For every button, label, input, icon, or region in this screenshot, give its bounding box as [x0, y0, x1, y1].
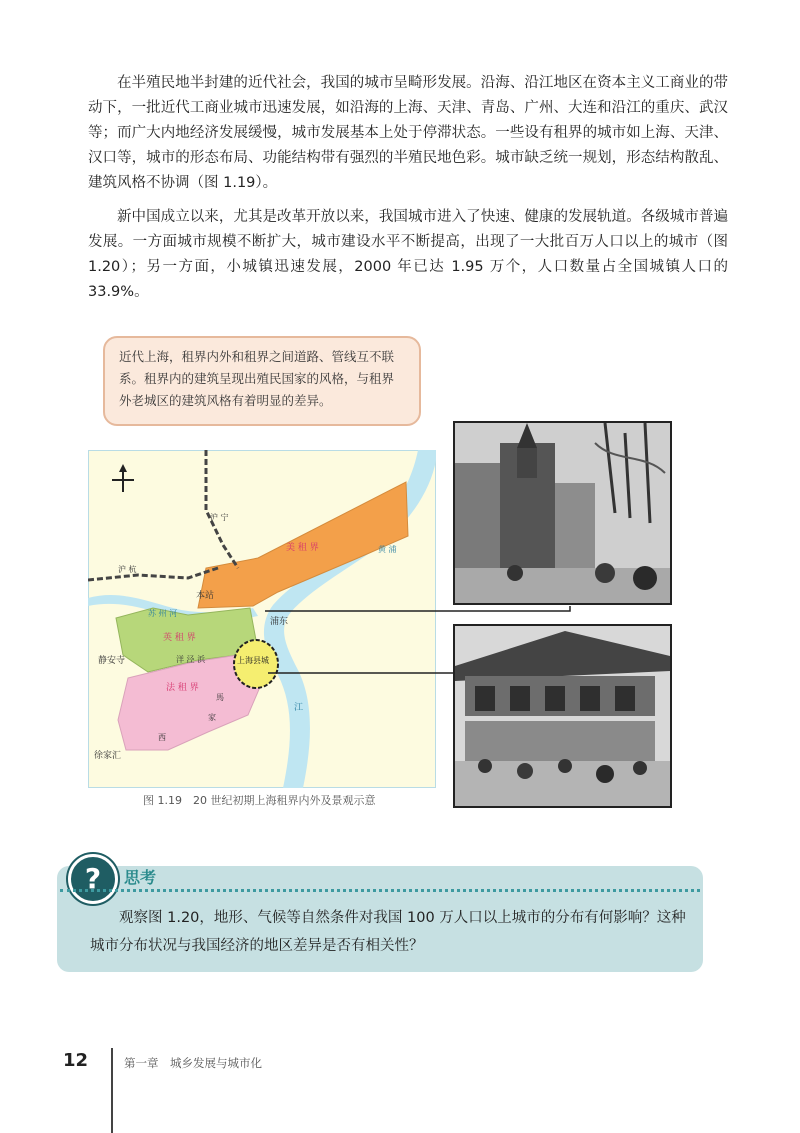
map-label-rail-a: 沪 宁 — [210, 513, 229, 522]
chapter-title: 第一章 城乡发展与城市化 — [124, 1056, 262, 1070]
map-callout: 近代上海，租界内外和租界之间道路、管线互不联系。租界内的建筑呈现出殖民国家的风格，与租界外老城区的建筑风格有着明显的差异。 — [103, 336, 421, 426]
map-label-old-city: 上海县城 — [237, 656, 269, 665]
map-label-jingan: 静安寺 — [98, 656, 126, 666]
photo-old-city-street — [453, 624, 672, 808]
map-label-american: 美 租 界 — [286, 543, 319, 553]
map-label-pu: 黄 浦 — [378, 545, 397, 554]
map-label-suzhou-river: 苏 州 河 — [148, 609, 178, 618]
map-label-xujiahui: 徐家汇 — [94, 751, 122, 761]
map-label-station: 本站 — [196, 591, 215, 601]
question-icon: ? — [68, 854, 118, 904]
paragraph-2: 新中国成立以来，尤其是改革开放以来，我国城市进入了快速、健康的发展轨道。各级城市普遍发展。一方面城市规模不断扩大，城市建设水平不断提高，出现了一大批百万人口以上的城市（图 1.20）；另一方面，小城镇迅速发展，2000 年已达 1.95 万个，人口数量占全国城镇人口的 33.9%。 — [88, 209, 728, 300]
map-label-british: 英 租 界 — [163, 633, 196, 643]
map-label-road: 洋 泾 浜 — [176, 655, 206, 664]
think-title: 思考 — [124, 868, 157, 887]
map-label-huangpu: 江 — [294, 703, 304, 713]
paragraph-1: 在半殖民地半封建的近代社会，我国的城市呈畸形发展。沿海、沿江地区在资本主义工商业的带动下，一批近代工商业城市迅速发展，如沿海的上海、天津、青岛、广州、大连和沿江的重庆、武汉等；而广大内地经济发展缓慢，城市发展基本上处于停滞状态。一些设有租界的城市如上海、天津、汉口等，城市的形态布局、功能结构带有强烈的半殖民地色彩。城市缺乏统一规划，形态结构散乱、建筑风格不协调（图 1.19）。 — [88, 75, 728, 191]
map-label-pudong: 浦东 — [270, 617, 289, 627]
photo-concession-street — [453, 421, 672, 605]
think-divider — [60, 889, 700, 892]
figure-caption: 图 1.19 20 世纪初期上海租界内外及景观示意 — [143, 794, 376, 807]
footer-divider — [111, 1048, 113, 1133]
page-number: 12 — [63, 1050, 89, 1071]
map-label-french-small: 馬 — [216, 693, 224, 702]
map-label-french: 法 租 界 — [166, 683, 199, 693]
think-body: 观察图 1.20，地形、气候等自然条件对我国 100 万人口以上城市的分布有何影响？这种城市分布状况与我国经济的地区差异是否有相关性？ — [90, 910, 686, 954]
map-label-xu-small: 家 — [208, 713, 216, 722]
map-label-rail-b: 沪 杭 — [118, 565, 137, 574]
map-label-west: 西 — [158, 733, 166, 742]
